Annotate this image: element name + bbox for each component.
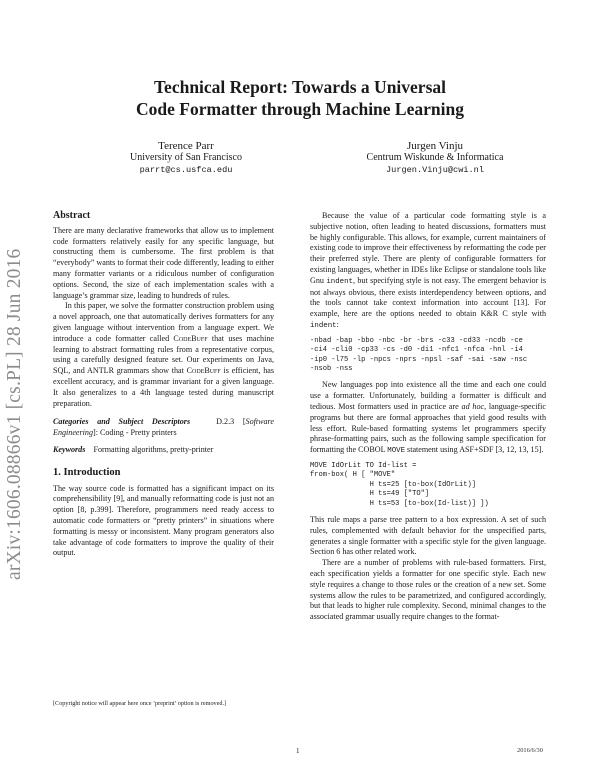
abstract-text: is efficient, has excellent accuracy, and is grammar invariant for a given language. It also generalizes to a 4th language tested during manuscript preparation.	[53, 366, 274, 408]
body-text: Because the value of a particular code formatting style is a subjective notion, often leading to heated discussions, formatters must be highly configurable. This allows, for example, current maintainers of existing code to improve their effectiveness by reformatting the code per their preferred style. There are plenty of configurable formatters for existing languages, whether in IDEs like Eclipse or standalone tools like Gnu	[310, 211, 546, 285]
page-number: 1	[296, 747, 300, 755]
body-text: :	[336, 319, 339, 329]
move-keyword: MOVE	[387, 447, 406, 456]
right-paragraph-3: This rule maps a parse tree pattern to a box expression. A set of such rules, complemented with default behavior for the unspecified parts, generates a single formatter with a specific style for the given language. Section 6 has other related work.	[310, 515, 546, 557]
categories-label: Categories and Subject Descriptors	[53, 417, 191, 427]
right-paragraph-1	[310, 211, 546, 332]
right-column	[310, 211, 546, 623]
abstract-text: In this paper, we solve the formatter construction problem using a novel approach, one that automatically derives formatters for any given language without intervention from a language expert. We introduce a code formatter called	[53, 301, 274, 343]
date-stamp: 2016/6/30	[517, 747, 543, 754]
categories-rest: ]: Coding - Pretty printers	[93, 428, 177, 438]
asf-sdf-code: MOVE IdOrLit TO Id-list = from-box( H [ "MOVE" H ts=25 [to-box(IdOrLit)] H ts=49 ["TO"] H ts=53 [to-box(Id-list)] ])	[310, 461, 489, 508]
indent-tool-name: indent	[326, 277, 353, 286]
paper-title	[60, 76, 540, 120]
abstract-paragraph-2	[53, 301, 274, 409]
keywords-line	[53, 445, 274, 456]
body-text: , language-specific programs but there are formal approaches that yield good results with less effort. Rule-based formatting systems let programmers specify phrase-formatting pairs, such as the following sample specification for formatting the COBOL	[310, 401, 546, 455]
codebuff-name: CodeBuff	[186, 366, 221, 376]
arxiv-identifier: arXiv:1606.08866v1 [cs.PL] 28 Jun 2016	[4, 248, 25, 580]
introduction-paragraph-1: The way source code is formatted has a significant impact on its comprehensibility [9], and manually reformatting code is just not an option [8, p.399]. Therefore, programmers need ready access to automatic code formatters or “pretty printers” in situations where formatting is messy or inconsistent. Many program generators also take advantage of code formatters to improve the quality of their output.	[53, 483, 274, 558]
body-text: , but specifying style is not easy. The emergent behavior is not always obvious, there exists interdependency between options, and the tools cannot take context information into account [13]. For example, here are the options needed to obtain K&R C style with	[310, 275, 546, 319]
keywords-label: Keywords	[53, 444, 86, 454]
categories-code: D.2.3 [	[216, 417, 246, 427]
right-paragraph-2	[310, 380, 546, 457]
left-column	[53, 211, 274, 559]
introduction-heading: 1. Introduction	[53, 466, 121, 478]
body-text: statement using ASF+SDF [3, 12, 13, 15].	[405, 445, 544, 455]
abstract-paragraph-1: There are many declarative frameworks that allow us to implement code formatters relatively easily for any specific language, but constructing them is cumbersome. The first problem is that “everybody” wants to format their code differently, leading to either many formatter variants or a ridiculous number of configuration options. Second, the size of each implementation scales with a language’s grammar size, leading to hundreds of rules.	[53, 225, 274, 300]
author-affiliation: University of San Francisco	[130, 152, 242, 163]
codebuff-name: CodeBuff	[173, 333, 208, 343]
categories-line	[53, 417, 274, 439]
title-line-2: Code Formatter through Machine Learning	[136, 99, 464, 119]
indent-options-code: -nbad -bap -bbo -nbc -br -brs -c33 -cd33 -ncdb -ce -ci4 -cli0 -cp33 -cs -d0 -di1 -nfc1 -nfca -hnl -i4 -ip0 -l75 -lp -npcs -nprs -npsl -saf -sai -saw -nsc -nsob -nss	[310, 336, 528, 373]
author-email[interactable]: Jurgen.Vinju@cwi.nl	[386, 165, 484, 175]
keywords-text: Formatting algorithms, pretty-printer	[93, 444, 214, 454]
author-name: Jurgen Vinju	[406, 140, 464, 152]
author-2	[315, 140, 555, 176]
author-1	[66, 140, 306, 176]
abstract-text: that uses machine learning to abstract formatting rules from a representative corpus, using a carefully designed feature set. Our experiments on Java, SQL, and ANTLR grammars show that	[53, 333, 274, 376]
ad-hoc-emphasis: ad hoc	[461, 401, 485, 411]
right-paragraph-4: There are a number of problems with rule-based formatters. First, each specification yields a formatter for one specific style. Each new style requires a change to those rules or the creation of a new set. Some systems allow the rules to be parametrized, and configured accordingly, but that leads to higher rule complexity. Second, minimal changes to the associated grammar usually require changes to the format-	[310, 558, 546, 622]
author-affiliation: Centrum Wiskunde & Informatica	[366, 152, 504, 163]
copyright-note: [Copyright notice will appear here once ’preprint’ option is removed.]	[53, 700, 227, 707]
title-line-1: Technical Report: Towards a Universal	[153, 77, 446, 97]
author-email[interactable]: parrt@cs.usfca.edu	[139, 165, 233, 175]
body-text: New languages pop into existence all the time and each one could use a formatter. Unfortunately, building a formatter is difficult and tedious. Most formatters used in practice are	[310, 380, 546, 411]
indent-tool-name: indent	[310, 321, 337, 330]
categories-field: Software Engineering	[53, 417, 274, 438]
abstract-heading: Abstract	[53, 210, 91, 221]
author-name: Terence Parr	[158, 140, 214, 152]
